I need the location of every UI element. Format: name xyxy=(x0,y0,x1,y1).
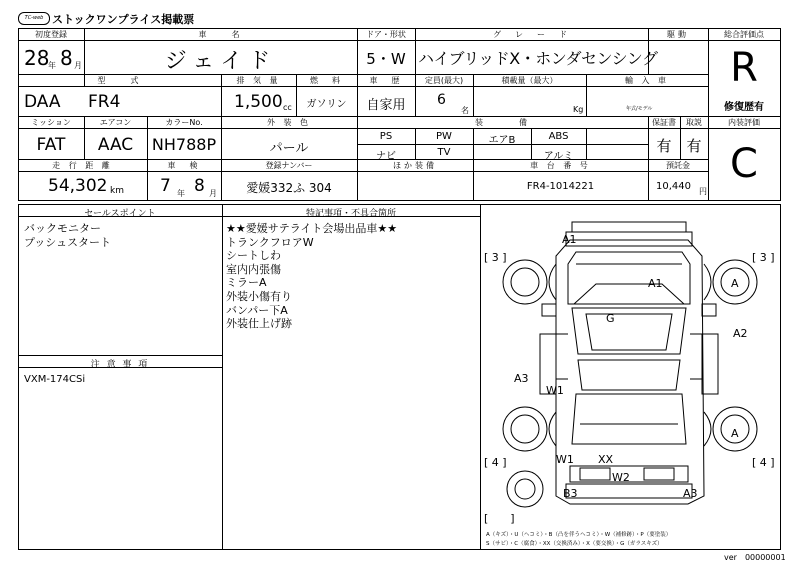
aircon: AAC xyxy=(97,135,134,155)
category: 自家用 xyxy=(366,98,406,113)
tire-bracket: [ 3 ] xyxy=(484,251,507,264)
km-unit: km xyxy=(110,186,124,196)
list-item: 外装仕上げ跡 xyxy=(226,317,292,331)
doors-header: ドア・形状 xyxy=(366,30,406,39)
equip-navi: ナビ xyxy=(376,151,396,162)
price-header: 預託金 xyxy=(666,161,690,170)
aircon-header: エアコン xyxy=(99,118,132,127)
ext-color-header: 外 装 色 xyxy=(266,118,312,127)
car-name-header: 車 名 xyxy=(198,30,243,39)
insp-month-unit: 月 xyxy=(209,189,217,198)
list-item: バックモニター xyxy=(24,222,101,235)
notes-header: 特記事項・不具合箇所 xyxy=(305,209,396,219)
damage-mark: XX xyxy=(598,453,614,466)
caution-list xyxy=(24,374,85,385)
color-no-header: カラーNo. xyxy=(165,118,203,127)
insp-year: 7 xyxy=(160,176,171,196)
load-header: 積載量（最大） xyxy=(501,76,558,85)
chassis-header: 車 台 番 号 xyxy=(530,161,591,170)
caution-header: 注 意 事 項 xyxy=(90,360,150,370)
first-reg-year: 28 xyxy=(24,46,50,70)
doors: 5・W xyxy=(366,50,406,68)
displacement-header: 排 気 量 xyxy=(236,76,281,85)
list-item: プッシュスタート xyxy=(24,236,112,249)
damage-mark: B3 xyxy=(563,487,578,500)
plate-header: 登録ナンバー xyxy=(265,161,313,170)
version-label: ver 00000001 xyxy=(724,553,786,562)
damage-mark: A1 xyxy=(648,277,663,290)
month-unit: 月 xyxy=(74,61,82,70)
drive-header: 駆動 xyxy=(667,30,689,39)
first-reg-month: 8 xyxy=(60,46,73,70)
damage-mark: A1 xyxy=(562,233,577,246)
tire-bracket: [ 4 ] xyxy=(484,456,507,469)
car-name: ジェイド xyxy=(164,49,277,74)
list-item: バンパー下A xyxy=(226,303,288,317)
damage-legend-1: A（キズ）・U（ヘコミ）・B（凸を伴うヘコミ）・W（補修跡）・P（要塗装） xyxy=(486,532,672,538)
grade-header: グ レ ー ド xyxy=(493,30,570,39)
logo-text: TC-web xyxy=(24,15,44,21)
equipment-header: 装 備 xyxy=(475,118,530,127)
mileage-header: 走 行 距 離 xyxy=(52,161,113,170)
capacity: 6 xyxy=(437,92,446,108)
damage-mark: A3 xyxy=(514,372,529,385)
warranty-header: 保証書 xyxy=(652,118,676,127)
damage-mark: A3 xyxy=(683,487,698,500)
equip-tv: TV xyxy=(437,147,451,158)
interior-eval-header: 内装評価 xyxy=(728,118,760,127)
other-equip-header: ほか装備 xyxy=(393,161,437,170)
damage-mark: A2 xyxy=(733,327,748,340)
tire-bracket: [ 4 ] xyxy=(752,456,775,469)
list-item: 室内内張傷 xyxy=(226,262,281,276)
list-item: ★★愛媛サテライト会場出品車★★ xyxy=(226,222,398,235)
overall-grade: R xyxy=(730,45,758,91)
chassis: FR4-1014221 xyxy=(526,181,595,192)
equip-pw: PW xyxy=(436,131,452,142)
list-item: シートしわ xyxy=(226,249,281,263)
first-reg-header: 初度登録 xyxy=(35,30,67,39)
list-item: トランクフロアW xyxy=(226,235,314,249)
list-item: 外装小傷有り xyxy=(226,289,292,303)
overall-grade-sub: 修復歴有 xyxy=(724,102,764,113)
list-item: VXM-174CSi xyxy=(24,374,86,385)
manual: 有 xyxy=(686,137,702,155)
equip-alumi: アルミ xyxy=(543,151,574,162)
mission: FAT xyxy=(36,135,66,155)
sales-point-header: セールスポイント xyxy=(84,209,156,219)
plate: 愛媛332ふ 304 xyxy=(246,181,332,195)
damage-mark: W1 xyxy=(556,453,574,466)
category-header: 車 歴 xyxy=(369,76,403,85)
color-no: NH788P xyxy=(151,135,217,154)
year-unit: 年 xyxy=(48,61,56,70)
fuel: ガソリン xyxy=(306,99,347,110)
damage-mark: G xyxy=(606,312,615,325)
price: 10,440 xyxy=(656,181,691,192)
load-unit: Kg xyxy=(573,105,584,114)
insp-month: 8 xyxy=(194,176,205,196)
equip-ps: PS xyxy=(379,131,393,142)
damage-mark: A xyxy=(731,277,739,290)
damage-mark: W1 xyxy=(546,384,564,397)
notes-list xyxy=(226,222,397,331)
displacement: 1,500 xyxy=(234,92,283,112)
capacity-unit: 名 xyxy=(461,106,469,115)
damage-mark: W2 xyxy=(612,471,630,484)
page-title: ストックワンプライス掲載票 xyxy=(52,13,195,26)
grade: ハイブリッドX・ホンダセンシング xyxy=(418,49,658,68)
equip-abs: ABS xyxy=(548,131,569,142)
insp-year-unit: 年 xyxy=(177,189,185,198)
tire-bracket: [ 3 ] xyxy=(752,251,775,264)
manual-header: 取説 xyxy=(686,118,702,127)
mission-header: ミッション xyxy=(31,118,71,127)
model-prefix: DAA xyxy=(24,92,61,112)
eval-header: 総合評価点 xyxy=(724,30,764,39)
model-year-label: 年式/モデル xyxy=(626,106,653,112)
list-item: ミラーA xyxy=(226,276,267,290)
model-header: 型 式 xyxy=(97,76,142,85)
fuel-header: 燃 料 xyxy=(310,76,343,85)
cc-unit: cc xyxy=(283,103,292,112)
equip-airbag: エアB xyxy=(488,135,516,146)
import-header: 輸 入 車 xyxy=(624,76,670,85)
damage-mark: A xyxy=(731,427,739,440)
price-unit: 円 xyxy=(699,187,707,196)
capacity-header: 定員(最大) xyxy=(424,76,464,85)
mileage: 54,302 xyxy=(48,176,108,196)
damage-legend-2: S（サビ）・C（腐食）・XX（交換済み）・X（要交換）・G（ガラスキズ） xyxy=(486,541,663,547)
warranty: 有 xyxy=(656,137,672,155)
ext-color: パール xyxy=(269,141,309,156)
tire-bracket: [ ] xyxy=(484,512,515,525)
interior-grade: C xyxy=(730,141,758,187)
sales-point-list xyxy=(24,222,111,250)
inspection-header: 車 検 xyxy=(167,161,201,170)
model: FR4 xyxy=(88,92,121,112)
